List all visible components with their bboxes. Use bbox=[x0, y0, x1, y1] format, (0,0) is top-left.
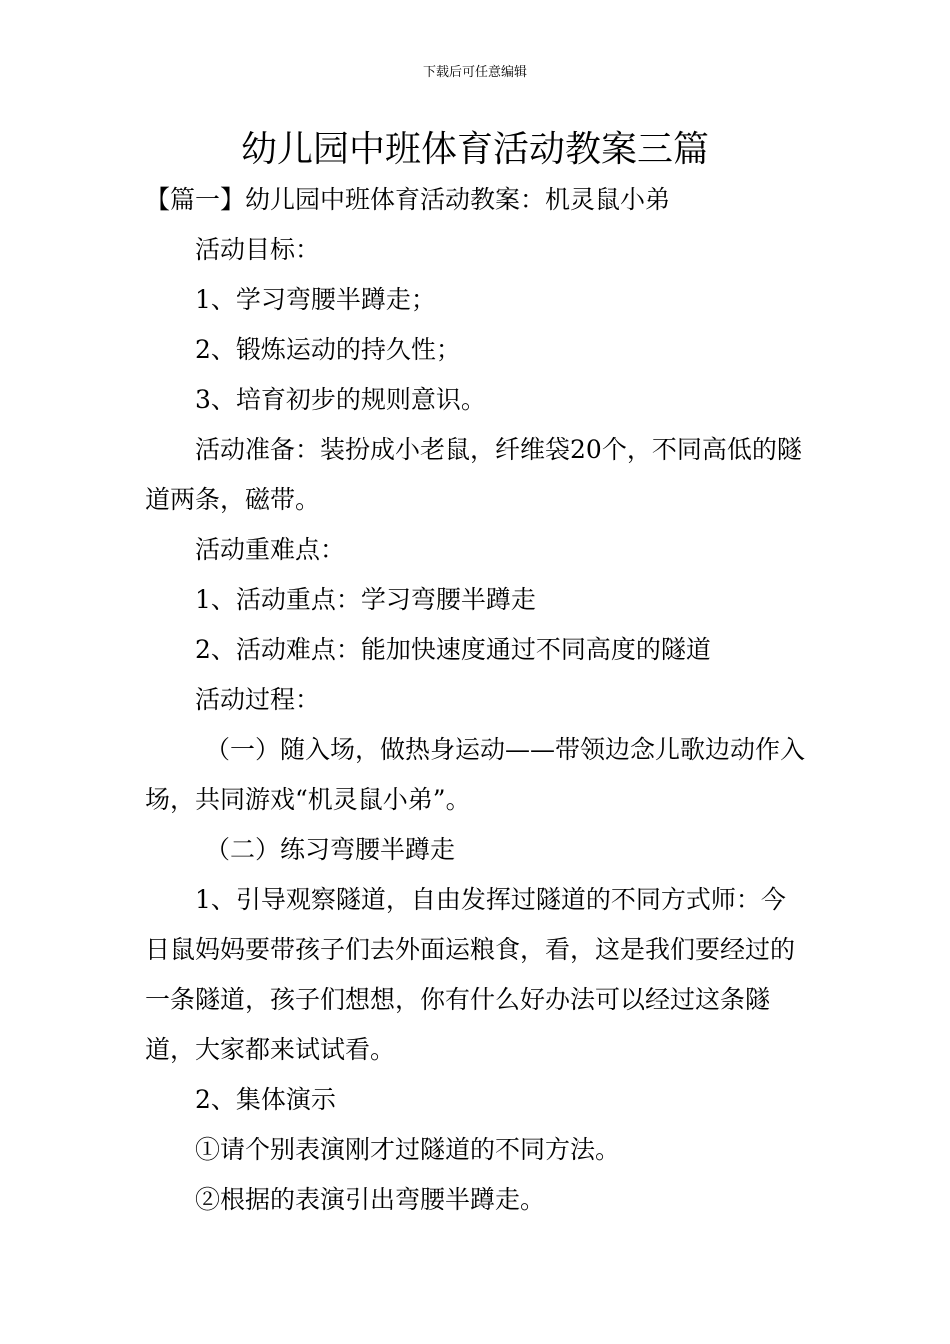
paragraph: 1、活动重点：学习弯腰半蹲走 bbox=[195, 585, 536, 614]
paragraph: （一）随入场，做热身运动——带领边念儿歌边动作入场，共同游戏“机灵鼠小弟”。 bbox=[145, 735, 806, 814]
section-heading: 【篇一】幼儿园中班体育活动教案：机灵鼠小弟 bbox=[145, 185, 671, 214]
document-title: 幼儿园中班体育活动教案三篇 bbox=[240, 129, 709, 170]
paragraph: 1、学习弯腰半蹲走； bbox=[195, 285, 436, 314]
paragraph: 活动目标： bbox=[195, 235, 321, 264]
paragraph: 活动重难点： bbox=[195, 535, 346, 564]
paragraph: 2、活动难点：能加快速度通过不同高度的隧道 bbox=[195, 635, 711, 664]
paragraph: （二）练习弯腰半蹲走 bbox=[205, 835, 456, 864]
paragraph: 2、集体演示 bbox=[195, 1085, 336, 1114]
paragraph: 2、锻炼运动的持久性； bbox=[195, 335, 461, 364]
paragraph: 活动准备：装扮成小老鼠，纤维袋20个，不同高低的隧道两条，磁带。 bbox=[145, 435, 802, 514]
paragraph: 3、培育初步的规则意识。 bbox=[195, 385, 486, 414]
paragraph: 1、引导观察隧道，自由发挥过隧道的不同方式师：今日鼠妈妈要带孩子们去外面运粮食，看，这是我们要经过的一条隧道，孩子们想想，你有什么好办法可以经过这条隧道，大家都来试试看。 bbox=[145, 885, 796, 1064]
document-body bbox=[145, 175, 810, 1225]
paragraph: 活动过程： bbox=[195, 685, 321, 714]
paragraph: ②根据的表演引出弯腰半蹲走。 bbox=[195, 1185, 546, 1214]
header-note: 下载后可任意编辑 bbox=[422, 65, 527, 80]
paragraph: ①请个别表演刚才过隧道的不同方法。 bbox=[195, 1135, 621, 1164]
